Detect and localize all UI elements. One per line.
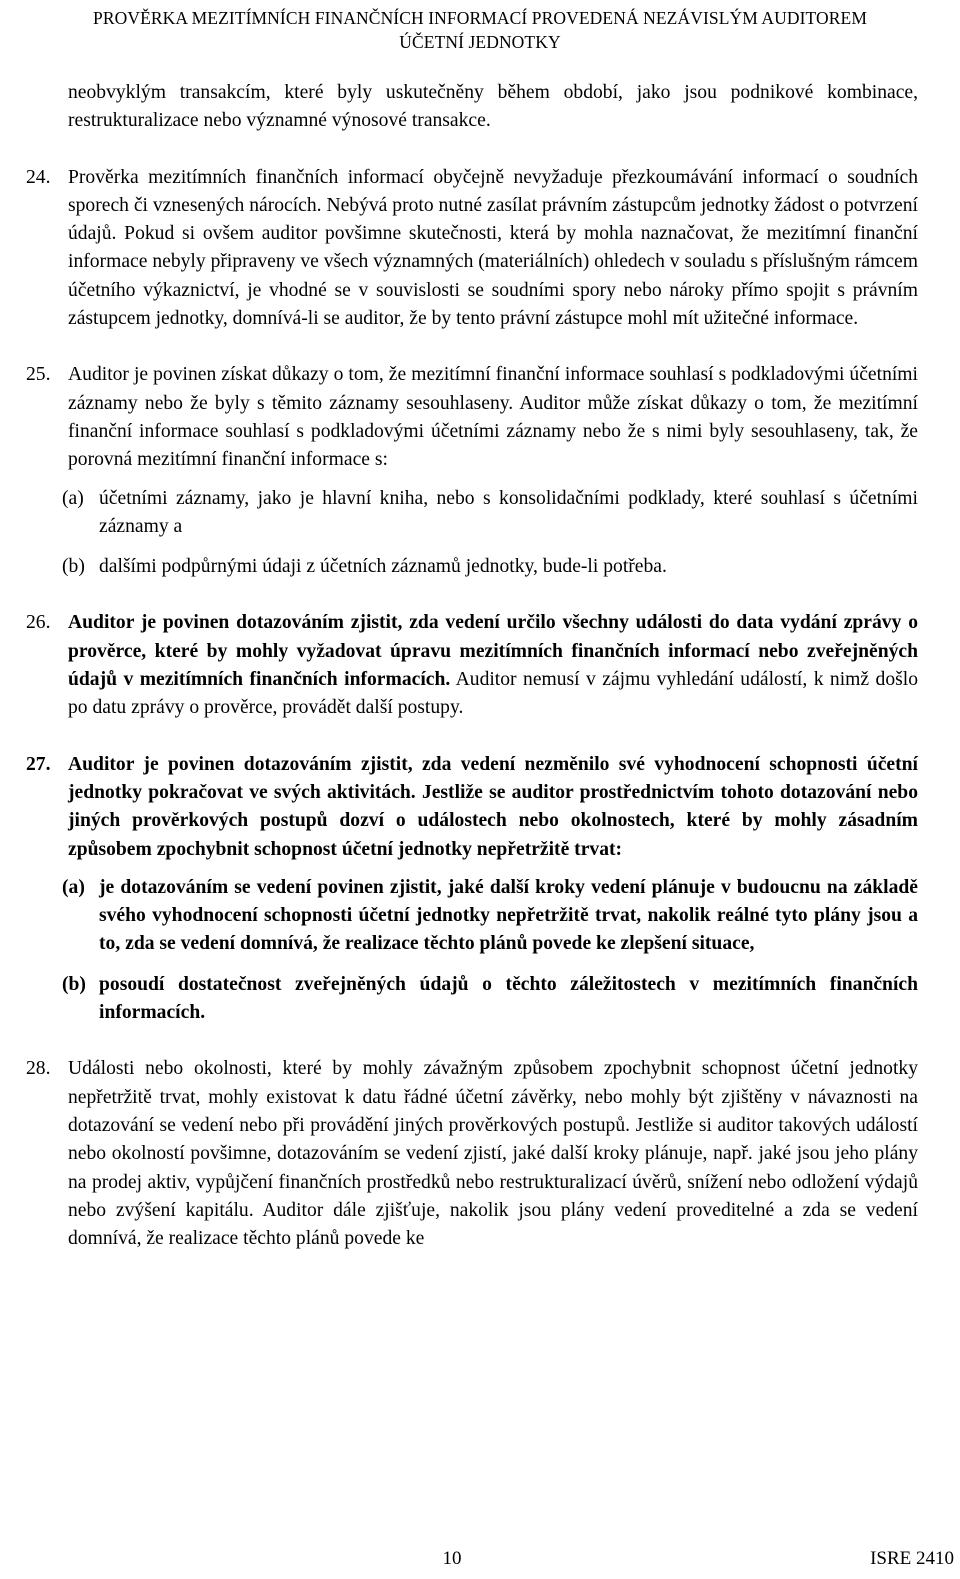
paragraph-number: 24.: [26, 166, 51, 188]
list-item-label: (a): [62, 876, 85, 898]
paragraph-number: 28.: [26, 1058, 51, 1080]
header-line-2: ÚČETNÍ JEDNOTKY: [399, 32, 561, 52]
paragraph-continuation: neobvyklým transakcím, které byly uskutečněny během období, jako jsou podnikové kombinace, restrukturalizace nebo významné výnosové transakce.: [68, 82, 918, 132]
paragraph-number: 26.: [26, 612, 51, 634]
paragraph-28: [26, 1055, 918, 1253]
list-item: [26, 485, 918, 542]
document-body: [26, 79, 918, 1281]
paragraph-text: Prověrka mezitímních finančních informací obyčejně nevyžaduje přezkoumávání informací o soudních sporech či vznesených nárocích. Nebývá proto nutné zasílat právním zástupcům jednotky žádost o potvrzení údajů. Pokud si ovšem auditor povšimne skutečnosti, která by mohla naznačovat, že mezitímní finanční informace nebyly připraveny ve všech významných (materiálních) ohledech v souladu s příslušným rámcem účetního výkaznictví, je vhodné se v souvislosti se soudními spory nebo nároky přímo spojit s právním zástupcem jednotky, domnívá-li se auditor, že by tento právní zástupce mohl mít užitečné informace.: [68, 166, 918, 330]
paragraph-bold-text: Auditor je povinen dotazováním zjistit, zda vedení určilo všechny události do data vydání zprávy o prověrce, které by mohly vyžadovat úpravu mezitímních finančních informací nebo zveřejněných údajů v mezitímních finančních informacích.: [68, 612, 918, 691]
paragraph-27: [26, 751, 918, 864]
list-item: [26, 553, 918, 581]
list-item-label: (b): [62, 556, 85, 578]
paragraph-text: Auditor nemusí v zájmu vyhledání událostí, k nimž došlo po datu zprávy o prověrce, provádět další postupy.: [68, 669, 919, 719]
paragraph-text: Auditor je povinen získat důkazy o tom, že mezitímní finanční informace souhlasí s podkladovými účetními záznamy nebo že byly s těmito záznamy sesouhlaseny. Auditor může získat důkazy o tom, že mezitímní finanční informace souhlasí s podkladovými účetními záznamy nebo že s nimi byly sesouhlaseny, tak, že porovná mezitímní finanční informace s:: [68, 364, 918, 471]
list-item: [26, 874, 918, 959]
paragraph-number: 25.: [26, 364, 51, 386]
paragraph-text: Události nebo okolnosti, které by mohly závažným způsobem zpochybnit schopnost účetní jednotky nepřetržitě trvat, mohly existovat k datu řádné účetní závěrky, nebo mohly být zjištěny v návaznosti na dotazování se vedení nebo při provádění jiných prověrkových postupů. Jestliže si auditor takových událostí nebo okolností povšimne, dotazováním se vedení zjistí, jaké další kroky plánuje, např. jaké jsou jeho plány na prodej aktiv, vypůjčení finančních prostředků nebo restrukturalizací úvěrů, snížení nebo odložení výdajů nebo zvýšení kapitálu. Auditor dále zjišťuje, nakolik jsou plány vedení proveditelné a zda se vedení domnívá, že realizace těchto plánů povede ke: [68, 1058, 918, 1250]
list-item-text: je dotazováním se vedení povinen zjistit, jaké další kroky vedení plánuje v budoucnu na základě svého vyhodnocení schopnosti účetní jednotky nepřetržitě trvat, nakolik reálné tyto plány jsou a to, zda se vedení domnívá, že realizace těchto plánů povede ke zlepšení situace,: [99, 876, 918, 955]
standard-reference: ISRE 2410: [870, 1548, 954, 1569]
page-number: 10: [442, 1548, 462, 1569]
paragraph-text: Auditor je povinen dotazováním zjistit, zda vedení nezměnilo své vyhodnocení schopnosti účetní jednotky pokračovat ve svých aktivitách. Jestliže se auditor prostřednictvím tohoto dotazování nebo jiných prověrkových postupů dozví o událostech nebo okolnostech, které by mohly zásadním způsobem zpochybnit schopnost účetní jednotky nepřetržitě trvat:: [68, 753, 918, 860]
list-item-label: (a): [62, 487, 84, 509]
paragraph-24: [26, 164, 918, 334]
list-item-label: (b): [62, 973, 86, 995]
list-item-text: posoudí dostatečnost zveřejněných údajů o těchto záležitostech v mezitímních finančních informacích.: [99, 973, 918, 1024]
paragraph-25: [26, 361, 918, 474]
paragraph-number: 27.: [26, 753, 51, 775]
page-header: [0, 6, 960, 54]
list-item-text: dalšími podpůrnými údaji z účetních záznamů jednotky, bude-li potřeba.: [99, 556, 667, 578]
list-item-text: účetními záznamy, jako je hlavní kniha, nebo s konsolidačními podklady, které souhlasí s účetními záznamy a: [99, 487, 918, 537]
header-line-1: PROVĚRKA MEZITÍMNÍCH FINANČNÍCH INFORMACÍ PROVEDENÁ NEZÁVISLÝM AUDITOREM: [93, 8, 867, 28]
list-item: [26, 971, 918, 1028]
paragraph-26: [26, 609, 918, 722]
